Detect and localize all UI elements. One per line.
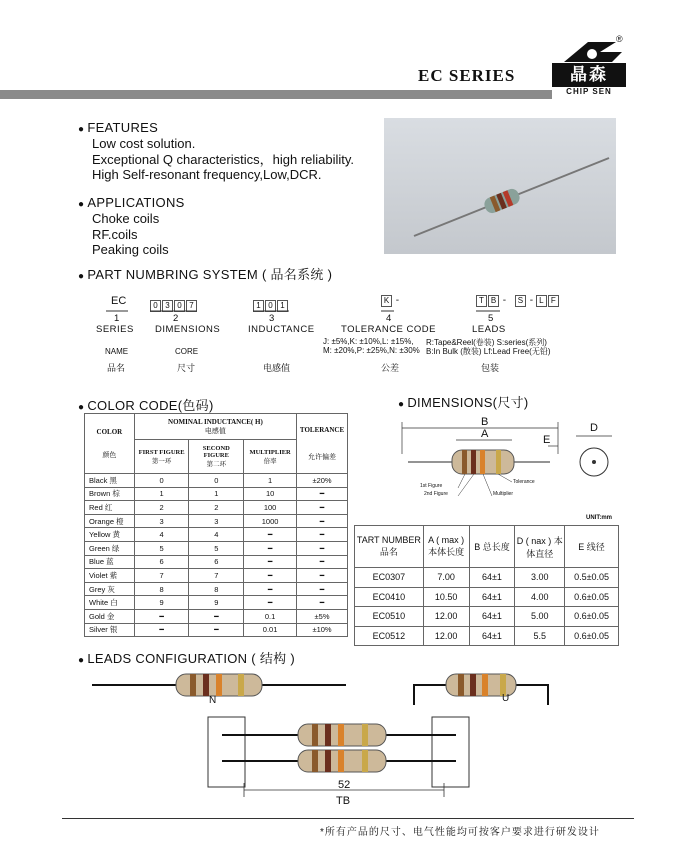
color-cell: ━ [297, 582, 348, 596]
dimension-cell: 5.5 [515, 626, 565, 646]
row-core: CORE [175, 347, 199, 356]
tol-note: M: ±20%,P: ±25%,N: ±30% [323, 346, 420, 355]
col-nominal-en: NOMINAL INDUCTANCE( H) [168, 417, 263, 426]
color-code-table [84, 413, 348, 637]
color-cell: ━ [244, 596, 297, 610]
lead-n-label: N [209, 695, 217, 706]
code-box: 3 [162, 300, 173, 312]
color-cell: 4 [189, 528, 244, 542]
dash: - [395, 295, 400, 306]
color-cell: ━ [244, 528, 297, 542]
color-row [85, 487, 348, 501]
col-nominal-cn: 电感值 [204, 426, 226, 435]
row-cn: 电感值 [263, 363, 291, 373]
color-row [85, 474, 348, 488]
color-cell: Red 红 [85, 501, 135, 515]
dim-a-label: A [481, 428, 489, 440]
color-cell: ━ [297, 569, 348, 583]
color-cell: 100 [244, 501, 297, 515]
color-cell: White 白 [85, 596, 135, 610]
col-mult-en: MULTIPLIER [249, 448, 291, 456]
multiplier-label: Multiplier [493, 491, 514, 497]
color-cell: 5 [189, 541, 244, 555]
code-box: 1 [253, 300, 264, 312]
tb-label: TB [336, 795, 351, 807]
code-box: B [488, 295, 499, 307]
dim-e-label: E [543, 434, 551, 446]
dimension-cell: 3.00 [515, 568, 565, 588]
color-cell: ━ [244, 541, 297, 555]
tolerance-label: Tolerance [513, 479, 535, 485]
dimension-cell: EC0512 [355, 626, 424, 646]
color-cell: 6 [189, 555, 244, 569]
dimension-row [355, 568, 619, 588]
header-bar [0, 90, 552, 99]
pn-num: 1 [114, 313, 120, 324]
dt-head-text: TART NUMBER 品名 [356, 535, 421, 557]
col-color-en: COLOR [96, 427, 123, 436]
dt-head [355, 526, 424, 568]
color-cell: 7 [189, 569, 244, 583]
brand-cn: 晶森 [552, 63, 626, 87]
dimensions-table [354, 525, 619, 646]
color-cell: Green 绿 [85, 541, 135, 555]
col-tol-cn: 允许偏差 [308, 452, 337, 461]
color-cell: ━ [297, 514, 348, 528]
color-cell: Blue 蓝 [85, 555, 135, 569]
row-name: NAME [105, 347, 129, 356]
dimension-cell: 64±1 [469, 587, 515, 607]
dimension-cell: EC0510 [355, 607, 424, 627]
color-row [85, 569, 348, 583]
code-box: 0 [265, 300, 276, 312]
dimension-cell: 64±1 [469, 626, 515, 646]
color-cell: 1000 [244, 514, 297, 528]
color-cell: ━ [134, 609, 189, 623]
bullet-icon: ● [78, 655, 85, 666]
col-mult [244, 440, 297, 474]
part-numbering-heading [78, 264, 332, 283]
dimension-cell: 0.5±0.05 [565, 568, 619, 588]
row-cn: 公差 [381, 363, 400, 373]
dimension-row [355, 626, 619, 646]
logo-icon [552, 38, 626, 64]
lead-note: B:In Bulk (散装) Lf:Lead Free(无铅) [426, 347, 551, 356]
color-cell: 2 [189, 501, 244, 515]
color-cell: ━ [244, 569, 297, 583]
color-cell: ━ [297, 487, 348, 501]
col-second-cn: 第二环 [206, 461, 227, 468]
feature-line: Low cost solution. [92, 136, 196, 151]
col-second [189, 440, 244, 474]
color-cell: ━ [189, 609, 244, 623]
color-cell: 3 [189, 514, 244, 528]
pn-num: 2 [173, 313, 179, 324]
color-row [85, 528, 348, 542]
applications-heading [78, 195, 185, 210]
dimensions-title: DIMENSIONS(尺寸) [407, 395, 529, 410]
lead-note: R:Tape&Reel(卷装) S:series(系列) [426, 338, 547, 347]
col-tol [297, 414, 348, 474]
footer-line [62, 818, 634, 819]
col-mult-cn: 倍率 [263, 457, 277, 465]
dt-head-text: B 总长度 [474, 542, 510, 552]
col-first [134, 440, 189, 474]
color-cell: 10 [244, 487, 297, 501]
bullet-icon: ● [398, 399, 405, 410]
color-cell: 8 [134, 582, 189, 596]
pn-num: 3 [269, 313, 275, 324]
col-first-en: FIRST FIGURE [138, 448, 185, 456]
dimension-cell: 7.00 [423, 568, 469, 588]
dim-b-label: B [481, 416, 489, 428]
color-cell: ━ [297, 555, 348, 569]
dimension-cell: 0.6±0.05 [565, 626, 619, 646]
series-title: EC SERIES [418, 66, 516, 85]
dt-head-text: D ( nax ) 本体直径 [516, 535, 563, 559]
dim-d-label: D [590, 422, 598, 434]
code-box: S [515, 295, 526, 307]
row-cn: 品名 [107, 363, 126, 373]
dt-head [565, 526, 619, 568]
dimensions-body [355, 568, 619, 646]
color-code-heading [78, 395, 214, 414]
leads-title: LEADS CONFIGURATION ( 结构 ) [87, 651, 295, 666]
application-line: Peaking coils [92, 242, 169, 257]
color-code-title: COLOR CODE(色码) [87, 398, 214, 413]
dimension-cell: EC0307 [355, 568, 424, 588]
tol-note: J: ±5%,K: ±10%,L: ±15%, [323, 337, 414, 346]
color-cell: ━ [244, 582, 297, 596]
color-cell: Black 黑 [85, 474, 135, 488]
color-cell: ±10% [297, 623, 348, 637]
color-cell: 6 [134, 555, 189, 569]
inductor-photo-icon [384, 118, 616, 254]
color-cell: ━ [297, 528, 348, 542]
color-code-body [85, 474, 348, 637]
col-color-cn: 颜色 [102, 450, 117, 459]
part-numbering-title: PART NUMBRING SYSTEM ( 品名系统 ) [87, 267, 333, 282]
dt-head-text: A ( max ) 本体长度 [428, 535, 465, 557]
pn-num: 4 [386, 313, 392, 324]
code-box: F [548, 295, 559, 307]
dimension-cell: 64±1 [469, 568, 515, 588]
code-box: 0 [174, 300, 185, 312]
brand-en: CHIP SEN [566, 87, 612, 96]
dimension-cell: 12.00 [423, 607, 469, 627]
color-cell: Gold 金 [85, 609, 135, 623]
color-cell: 1 [134, 487, 189, 501]
pn-num: 5 [488, 313, 494, 324]
color-cell: 0.1 [244, 609, 297, 623]
dimension-row [355, 587, 619, 607]
dimension-cell: 64±1 [469, 607, 515, 627]
color-row [85, 582, 348, 596]
dimension-cell: 0.6±0.05 [565, 587, 619, 607]
feature-line: High Self-resonant frequency,Low,DCR. [92, 167, 322, 182]
first-figure-label: 1st Figure [420, 483, 443, 489]
pn-label: SERIES [96, 324, 134, 335]
color-cell: 5 [134, 541, 189, 555]
color-cell: 0.01 [244, 623, 297, 637]
color-cell: ━ [297, 541, 348, 555]
col-first-cn: 第一环 [151, 457, 172, 465]
row-cn: 尺寸 [177, 363, 196, 373]
color-cell: Orange 橙 [85, 514, 135, 528]
second-figure-label: 2nd Figure [424, 491, 448, 497]
col-second-en: SECOND FIGURE [202, 445, 230, 459]
dimension-cell: 0.6±0.05 [565, 607, 619, 627]
color-cell: ━ [134, 623, 189, 637]
color-cell: 4 [134, 528, 189, 542]
dash: - [502, 295, 507, 306]
col-tol-en: TOLERANCE [299, 425, 345, 434]
col-nominal [134, 414, 296, 440]
series-code: EC [111, 295, 127, 307]
features-title: FEATURES [87, 120, 159, 135]
product-photo [384, 118, 616, 254]
color-cell: 0 [189, 474, 244, 488]
registered-mark: ® [616, 34, 623, 44]
color-cell: Grey 灰 [85, 582, 135, 596]
pn-label: INDUCTANCE [248, 324, 315, 335]
color-cell: 0 [134, 474, 189, 488]
color-cell: 9 [189, 596, 244, 610]
dimension-row [355, 607, 619, 627]
code-box: 1 [277, 300, 288, 312]
bullet-icon: ● [78, 124, 85, 135]
color-cell: ±5% [297, 609, 348, 623]
feature-line: Exceptional Q characteristics，high reliability. [92, 151, 355, 167]
pn-label: TOLERANCE CODE [341, 324, 436, 335]
dash: - [529, 295, 534, 306]
color-cell: ±20% [297, 474, 348, 488]
code-box: T [476, 295, 487, 307]
color-row [85, 514, 348, 528]
row-cn: 包装 [481, 363, 500, 373]
color-cell: ━ [244, 555, 297, 569]
color-cell: 9 [134, 596, 189, 610]
bullet-icon: ● [78, 271, 85, 282]
features-list [92, 136, 354, 183]
pn-label: DIMENSIONS [155, 324, 221, 335]
dimension-cell: 5.00 [515, 607, 565, 627]
color-cell: 8 [189, 582, 244, 596]
dt-head [469, 526, 515, 568]
color-cell: Violet 紫 [85, 569, 135, 583]
dt-head-text: E 线径 [578, 542, 605, 552]
bullet-icon: ● [78, 199, 85, 210]
color-row [85, 555, 348, 569]
color-cell: Brown 棕 [85, 487, 135, 501]
color-cell: 2 [134, 501, 189, 515]
dt-head [423, 526, 469, 568]
dimension-cell: 12.00 [423, 626, 469, 646]
pn-label: LEADS [472, 324, 506, 335]
dimension-cell: EC0410 [355, 587, 424, 607]
applications-title: APPLICATIONS [87, 195, 185, 210]
dimension-cell: 10.50 [423, 587, 469, 607]
dimension-cell: 4.00 [515, 587, 565, 607]
code-box: 0 [150, 300, 161, 312]
color-row [85, 609, 348, 623]
color-cell: 7 [134, 569, 189, 583]
application-line: Choke coils [92, 211, 160, 226]
features-heading [78, 120, 158, 135]
color-cell: ━ [297, 596, 348, 610]
color-cell: Silver 银 [85, 623, 135, 637]
lead-u-label: U [502, 693, 510, 704]
footer-note: *所有产品的尺寸、电气性能均可按客户要求进行研发设计 [320, 827, 600, 838]
color-cell: ━ [189, 623, 244, 637]
color-cell: Yellow 黄 [85, 528, 135, 542]
code-box: 7 [186, 300, 197, 312]
unit-label: UNIT:mm [586, 515, 613, 521]
dimensions-heading [398, 392, 529, 411]
dim-52-label: 52 [338, 779, 351, 791]
color-cell: 1 [244, 474, 297, 488]
dt-head [515, 526, 565, 568]
color-row [85, 541, 348, 555]
color-row [85, 596, 348, 610]
col-color [85, 414, 135, 474]
application-line: RF.coils [92, 226, 138, 242]
color-row [85, 623, 348, 637]
code-box: K [381, 295, 392, 307]
code-box: L [536, 295, 547, 307]
applications-list [92, 211, 169, 258]
underline-marks [0, 306, 680, 312]
color-row [85, 501, 348, 515]
bullet-icon: ● [78, 402, 85, 413]
color-cell: 3 [134, 514, 189, 528]
color-cell: 1 [189, 487, 244, 501]
color-cell: ━ [297, 501, 348, 515]
